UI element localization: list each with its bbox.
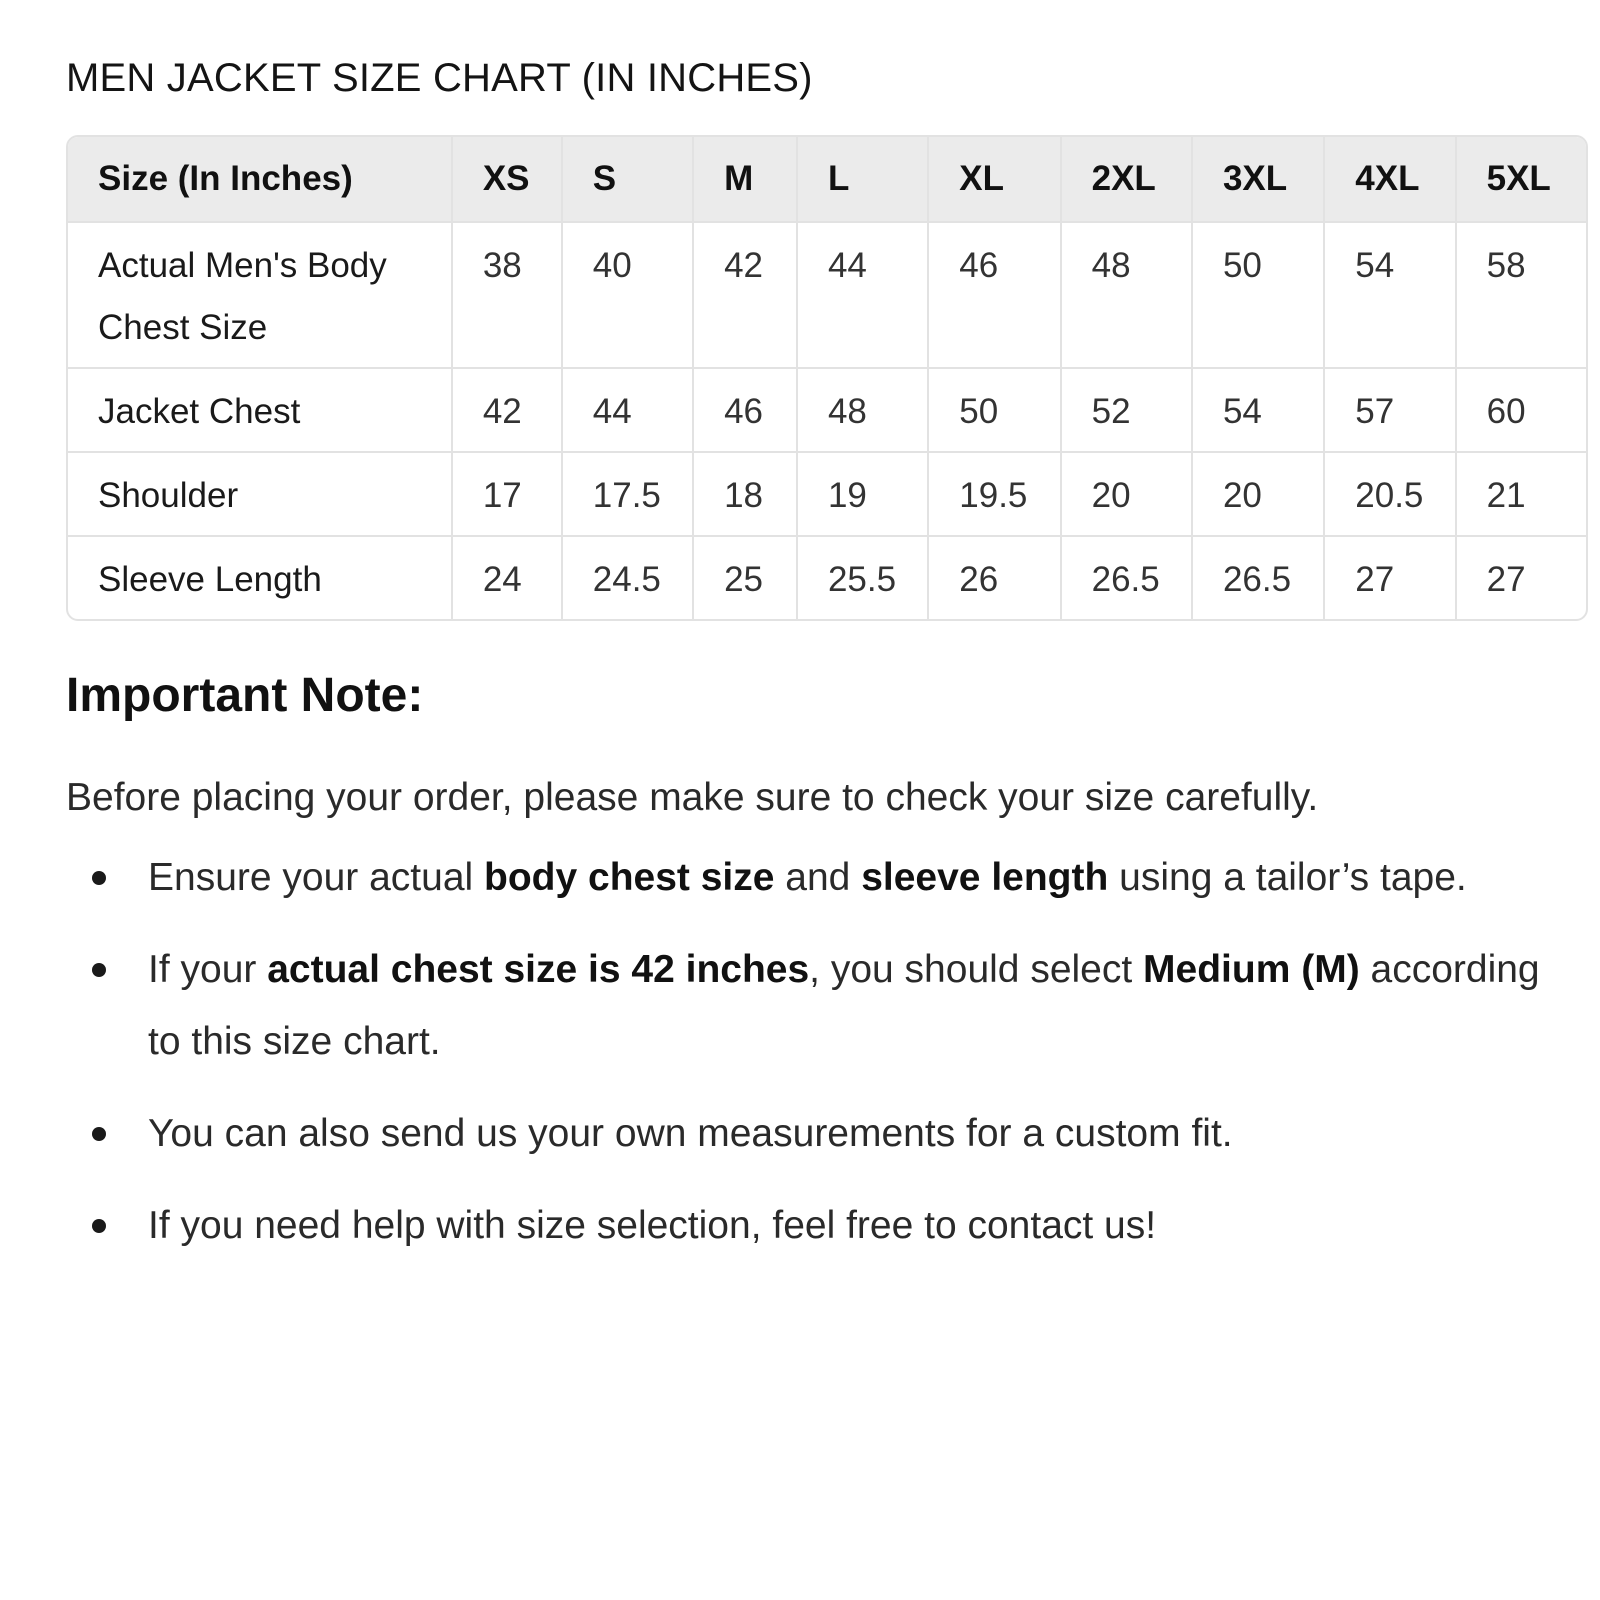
table-cell: 26.5 [1061,536,1192,619]
table-cell: 27 [1324,536,1455,619]
table-cell: 60 [1456,368,1586,452]
table-cell: 50 [1192,222,1324,368]
note-text: If your [148,948,268,991]
table-cell: 25.5 [797,536,928,619]
row-label-body-chest [68,222,452,368]
table-row [68,452,1586,536]
table-cell: 27 [1486,560,1526,599]
header-size-xs: XS [452,137,562,222]
table-cell: 24 [452,536,562,619]
note-text: according to this size chart. [148,948,1540,1063]
header-size-xl: XL [928,137,1060,222]
size-chart-table [68,137,1586,619]
row-label-jacket-chest: Jacket Chest [68,368,452,452]
table-cell: 26 [928,536,1060,619]
table-row [68,222,1586,368]
note-intro: Before placing your order, please make sure to check your size carefully. [66,776,1319,819]
list-item [66,842,1546,914]
page-title: MEN JACKET SIZE CHART (IN INCHES) [66,56,813,100]
table-cell: 46 [693,368,797,452]
list-item [66,1190,1546,1262]
table-cell: 21 [1456,452,1586,536]
table-cell: 40 [562,222,693,368]
note-list [66,842,1546,1282]
header-size-s: S [562,137,693,222]
header-size-2xl: 2XL [1061,137,1192,222]
table-header-row [68,137,1586,222]
table-cell: 24.5 [562,536,693,619]
table-cell: 58 [1456,222,1586,368]
bullet-icon [92,871,106,885]
list-item [66,934,1546,1078]
note-text-bold: Medium (M) [1143,948,1360,991]
table-cell: 38 [452,222,562,368]
note-text: Ensure your actual [148,856,485,899]
table-cell: 19.5 [928,452,1060,536]
note-text: using a tailor’s tape. [1108,856,1467,899]
table-cell: 42 [693,222,797,368]
bullet-icon [92,1219,106,1233]
note-text: You can also send us your own measurements for a custom fit. [148,1112,1233,1155]
table-cell: 20 [1061,452,1192,536]
header-size-label: Size (In Inches) [68,137,452,222]
note-text-bold: body chest size [484,856,775,899]
table-cell: 18 [693,452,797,536]
note-text: If you need help with size selection, feel free to contact us! [148,1204,1157,1247]
table-cell: 52 [1061,368,1192,452]
table-cell: 48 [1061,222,1192,368]
row-label-sleeve-length: Sleeve Length [68,536,452,619]
table-cell: 20.5 [1324,452,1455,536]
table-row [68,368,1586,452]
row-label-line: Actual Men's Body [98,246,387,285]
note-text: , you should select [809,948,1144,991]
note-text-bold: actual chest size is 42 inches [267,948,810,991]
size-chart-table-container [66,135,1588,621]
table-cell: 54 [1324,222,1455,368]
bullet-icon [92,963,106,977]
table-cell: 42 [452,368,562,452]
note-text-bold: sleeve length [861,856,1109,899]
table-cell: 19 [797,452,928,536]
note-text: and [774,856,862,899]
table-cell: 50 [928,368,1060,452]
bullet-icon [92,1127,106,1141]
header-size-4xl: 4XL [1324,137,1455,222]
header-size-5xl: 5XL [1456,137,1586,222]
row-label-line: Chest Size [98,308,268,347]
note-heading: Important Note: [66,669,424,722]
table-cell: 54 [1192,368,1324,452]
table-row [68,536,1586,619]
table-cell: 25 [693,536,797,619]
list-item [66,1098,1546,1170]
row-label-shoulder: Shoulder [68,452,452,536]
header-size-l: L [797,137,928,222]
table-cell: 46 [928,222,1060,368]
table-cell: 17.5 [562,452,693,536]
table-cell: 57 [1324,368,1455,452]
table-cell: 20 [1192,452,1324,536]
header-size-3xl: 3XL [1192,137,1324,222]
header-size-m: M [693,137,797,222]
table-cell: 26.5 [1192,536,1324,619]
table-cell: 44 [797,222,928,368]
table-cell: 17 [452,452,562,536]
table-cell: 48 [797,368,928,452]
table-cell: 44 [562,368,693,452]
